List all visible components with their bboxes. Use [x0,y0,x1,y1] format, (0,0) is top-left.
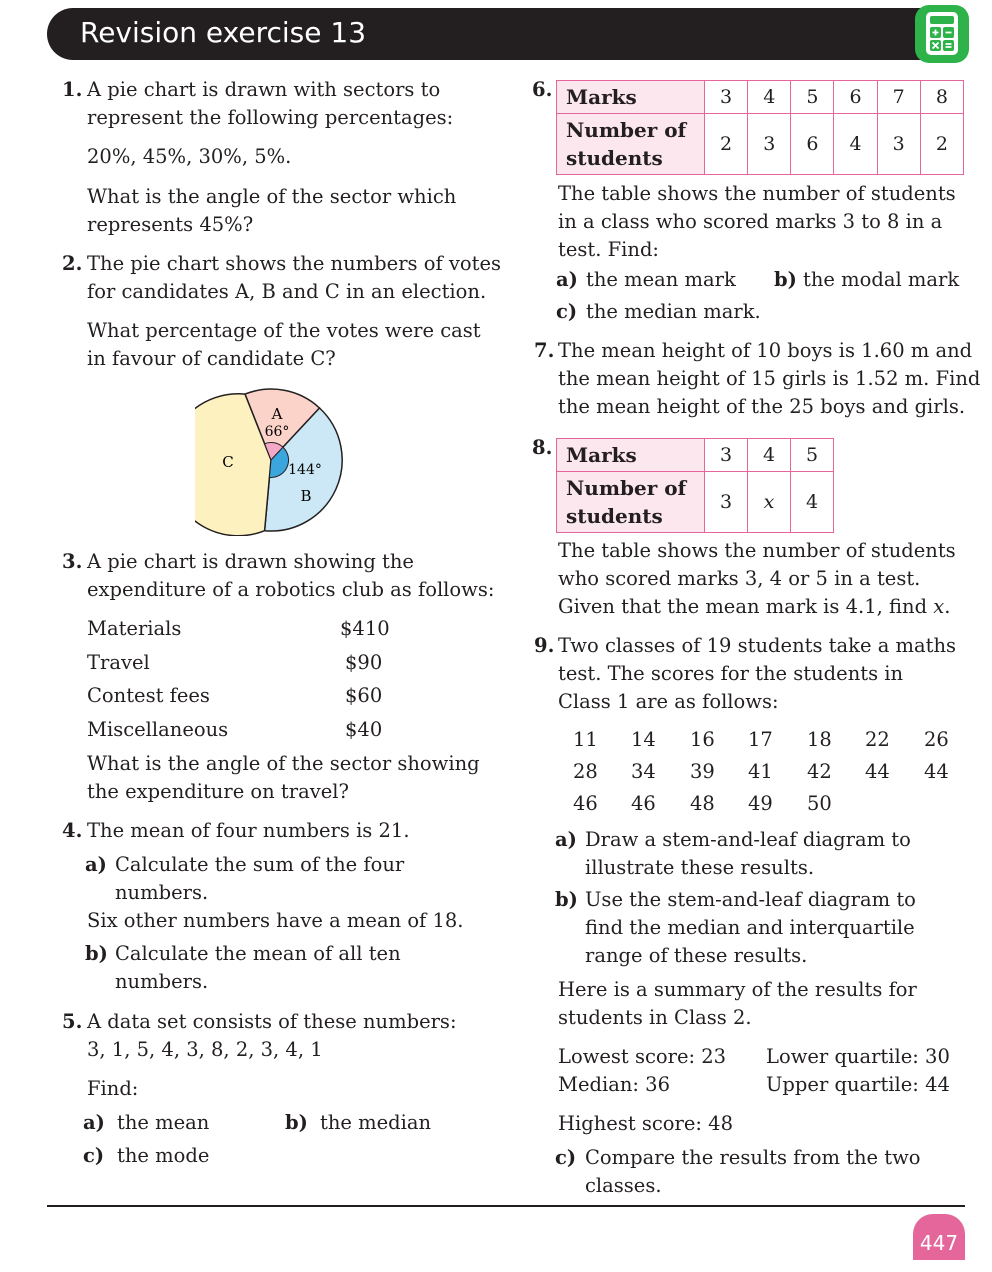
q6-text: in a class who scored marks 3 to 8 in a [558,210,943,233]
q8-table [556,438,834,533]
pie-label-a: A [271,405,283,423]
q8-number: 8. [532,436,553,459]
table-row [557,81,964,114]
score-value: 18 [807,728,832,751]
score-value: 17 [748,728,773,751]
q2-text: What percentage of the votes were cast [87,319,481,342]
q4a-text: numbers. [115,881,209,904]
q6-table [556,80,964,175]
score-value: 11 [573,728,598,751]
q1-text: A pie chart is drawn with sectors to [87,78,441,101]
q4-text: The mean of four numbers is 21. [87,819,410,842]
table-cell: 3 [705,439,748,472]
score-value: 14 [631,728,656,751]
q3-text: expenditure of a robotics club as follows: [87,578,495,601]
q6-text: test. Find: [558,238,659,261]
q5a-text: the mean [117,1111,210,1134]
table-cell: 3 [705,81,748,114]
q9-text: students in Class 2. [558,1006,752,1029]
q9c-label: c) [555,1146,577,1169]
q7-number: 7. [534,339,555,362]
q9b-label: b) [555,888,578,911]
table-header: Marks [557,439,705,472]
calculator-icon [915,5,969,63]
q7-text: The mean height of 10 boys is 1.60 m and [558,339,973,362]
q8-text [558,593,950,621]
table-cell: 2 [705,114,748,175]
q9a-text: illustrate these results. [585,856,815,879]
pie-label-b: B [300,487,312,505]
expense-label: Travel [87,651,150,674]
table-cell: 5 [791,439,834,472]
q9c-text: classes. [585,1174,662,1197]
score-value: 50 [807,792,832,815]
table-cell: 4 [834,114,877,175]
score-value: 39 [690,760,715,783]
score-value: 46 [631,792,656,815]
table-cell: 3 [877,114,920,175]
pie-angle-a: 66° [264,424,290,440]
score-value: 22 [865,728,890,751]
q9b-text: find the median and interquartile [585,916,915,939]
q8-text: The table shows the number of students [558,539,956,562]
page-number: 447 [913,1214,965,1260]
score-value: 46 [573,792,598,815]
summary-highest: Highest score: 48 [558,1112,733,1135]
q4a-label: a) [85,853,107,876]
footer-rule [47,1205,965,1207]
score-value: 44 [924,760,949,783]
q9-number: 9. [534,634,555,657]
summary-lower-quartile: Lower quartile: 30 [766,1045,950,1068]
table-row [557,472,834,533]
q2-text: for candidates A, B and C in an election. [87,280,487,303]
q3-number: 3. [62,550,83,573]
score-value: 49 [748,792,773,815]
q9-text: Here is a summary of the results for [558,978,917,1001]
q9-text: test. The scores for the students in [558,662,904,685]
pie-label-c: C [222,453,234,471]
q9-text: Two classes of 19 students take a maths [558,634,957,657]
q5a-label: a) [83,1111,105,1134]
q1-text: What is the angle of the sector which [87,185,457,208]
expense-value: $410 [340,617,390,640]
score-value: 34 [631,760,656,783]
table-row [557,114,964,175]
table-cell: 4 [748,439,791,472]
q2-text: The pie chart shows the numbers of votes [87,252,502,275]
q5-text: A data set consists of these numbers: [87,1010,457,1033]
q5-number: 5. [62,1010,83,1033]
q1-text: represent the following percentages: [87,106,454,129]
q6c-text: the median mark. [586,300,761,323]
summary-median: Median: 36 [558,1073,670,1096]
q4-text: Six other numbers have a mean of 18. [87,909,464,932]
expense-label: Contest fees [87,684,210,707]
q9b-text: range of these results. [585,944,808,967]
q5b-text: the median [320,1111,432,1134]
score-value: 41 [748,760,773,783]
q5b-label: b) [285,1111,308,1134]
table-header [557,472,705,533]
summary-upper-quartile: Upper quartile: 44 [766,1073,950,1096]
header-line: Number of [566,118,687,142]
table-cell: 3 [705,472,748,533]
q5c-text: the mode [117,1144,210,1167]
score-value: 26 [924,728,949,751]
table-cell: 2 [920,114,963,175]
q2-text: in favour of candidate C? [87,347,336,370]
q3-text: A pie chart is drawn showing the [87,550,414,573]
q6a-label: a) [556,268,578,291]
q5-data: 3, 1, 5, 4, 3, 8, 2, 3, 4, 1 [87,1038,323,1061]
q1-text: represents 45%? [87,213,254,236]
q6-text: The table shows the number of students [558,182,956,205]
summary-lowest: Lowest score: 23 [558,1045,727,1068]
q4a-text: Calculate the sum of the four [115,853,405,876]
page-title: Revision exercise 13 [80,16,367,49]
q4b-text: numbers. [115,970,209,993]
q6-number: 6. [532,78,553,101]
q8-text: who scored marks 3, 4 or 5 in a test. [558,567,921,590]
q7-text: the mean height of the 25 boys and girls. [558,395,966,418]
q9a-text: Draw a stem-and-leaf diagram to [585,828,911,851]
q1-number: 1. [62,78,83,101]
header-line: Number of [566,476,687,500]
expense-label: Materials [87,617,182,640]
table-cell: x [748,472,791,533]
q3-text: What is the angle of the sector showing [87,752,480,775]
q4b-label: b) [85,942,108,965]
table-cell: 6 [834,81,877,114]
expense-value: $60 [345,684,383,707]
q4b-text: Calculate the mean of all ten [115,942,401,965]
score-value: 16 [690,728,715,751]
q9a-label: a) [555,828,577,851]
q8-text-part: Given that the mean mark is 4.1, find [558,595,934,618]
score-value: 42 [807,760,832,783]
table-header: Marks [557,81,705,114]
header-line: students [566,504,663,528]
q2-number: 2. [62,252,83,275]
q6c-label: c) [556,300,578,323]
q3-text: the expenditure on travel? [87,780,349,803]
table-cell: 3 [748,114,791,175]
q1-percentages: 20%, 45%, 30%, 5%. [87,145,292,168]
q8-variable: x [933,595,945,618]
q5c-label: c) [83,1144,105,1167]
table-cell: 4 [748,81,791,114]
table-cell: 8 [920,81,963,114]
q9c-text: Compare the results from the two [585,1146,921,1169]
q9b-text: Use the stem-and-leaf diagram to [585,888,916,911]
header-line: students [566,146,663,170]
q8-text-part: . [944,595,951,618]
q5-text: Find: [87,1077,139,1100]
expense-value: $40 [345,718,383,741]
q4-number: 4. [62,819,83,842]
score-value: 48 [690,792,715,815]
table-row [557,439,834,472]
q6b-label: b) [774,268,797,291]
score-value: 44 [865,760,890,783]
table-cell: 4 [791,472,834,533]
expense-label: Miscellaneous [87,718,229,741]
q7-text: the mean height of 15 girls is 1.52 m. Find [558,367,981,390]
pie-chart [195,388,351,536]
table-cell: 5 [791,81,834,114]
table-header [557,114,705,175]
score-value: 28 [573,760,598,783]
pie-angle-b: 144° [288,462,322,478]
q6b-text: the modal mark [803,268,960,291]
expense-value: $90 [345,651,383,674]
q9-text: Class 1 are as follows: [558,690,779,713]
table-cell: 7 [877,81,920,114]
table-cell: 6 [791,114,834,175]
q6a-text: the mean mark [586,268,736,291]
